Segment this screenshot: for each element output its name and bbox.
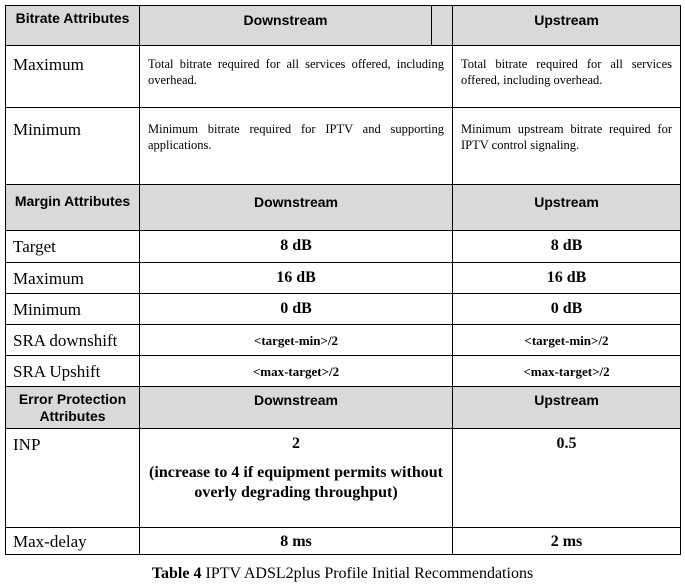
row-label: Max-delay: [6, 528, 140, 555]
error-protection-row-max-delay: [6, 528, 681, 555]
inp-downstream-cell: [140, 429, 453, 528]
error-protection-attributes-header: Error Protection Attributes: [6, 387, 140, 429]
row-label: Minimum: [6, 294, 140, 325]
margin-attributes-header: Margin Attributes: [6, 185, 140, 231]
margin-header-row: [6, 185, 681, 231]
error-protection-upstream-header: Upstream: [453, 387, 681, 429]
table-caption-number: Table 4: [151, 565, 202, 582]
margin-minimum-upstream: 0 dB: [453, 294, 681, 325]
error-protection-row-inp: [6, 429, 681, 528]
margin-sra-upshift-downstream: <max-target>/2: [140, 356, 453, 387]
margin-downstream-header: Downstream: [140, 185, 453, 231]
margin-sra-downshift-downstream: <target-min>/2: [140, 325, 453, 356]
bitrate-header-row: [6, 6, 681, 46]
table-caption-text: IPTV ADSL2plus Profile Initial Recommendations: [205, 565, 534, 582]
max-delay-downstream: 8 ms: [140, 528, 453, 555]
margin-row-target: [6, 231, 681, 263]
inp-downstream-note: (increase to 4 if equipment permits without overly degrading throughput): [149, 464, 443, 501]
bitrate-maximum-upstream: Total bitrate required for all services offered, including overhead.: [453, 46, 681, 108]
bitrate-row-minimum: [6, 108, 681, 185]
bitrate-upstream-header: Upstream: [453, 6, 681, 46]
margin-sra-upshift-upstream: <max-target>/2: [453, 356, 681, 387]
bitrate-row-maximum: [6, 46, 681, 108]
bitrate-attributes-header: Bitrate Attributes: [6, 6, 140, 46]
row-label: INP: [6, 429, 140, 528]
error-protection-header-row: [6, 387, 681, 429]
max-delay-upstream: 2 ms: [453, 528, 681, 555]
header-spacer-cell: [432, 6, 453, 46]
margin-row-sra-downshift: [6, 325, 681, 356]
margin-sra-downshift-upstream: <target-min>/2: [453, 325, 681, 356]
iptv-profile-table: [5, 5, 681, 555]
row-label: SRA Upshift: [6, 356, 140, 387]
bitrate-downstream-header: Downstream: [140, 6, 432, 46]
bitrate-minimum-downstream: Minimum bitrate required for IPTV and supporting applications.: [140, 108, 453, 185]
margin-target-downstream: 8 dB: [140, 231, 453, 263]
bitrate-maximum-downstream: Total bitrate required for all services offered, including overhead.: [140, 46, 453, 108]
margin-row-maximum: [6, 263, 681, 294]
margin-minimum-downstream: 0 dB: [140, 294, 453, 325]
margin-row-minimum: [6, 294, 681, 325]
margin-maximum-upstream: 16 dB: [453, 263, 681, 294]
table-caption: [0, 565, 685, 583]
row-label: Maximum: [6, 263, 140, 294]
row-label: Target: [6, 231, 140, 263]
row-label: Minimum: [6, 108, 140, 185]
row-label: SRA downshift: [6, 325, 140, 356]
bitrate-minimum-upstream: Minimum upstream bitrate required for IPTV control signaling.: [453, 108, 681, 185]
margin-maximum-downstream: 16 dB: [140, 263, 453, 294]
error-protection-downstream-header: Downstream: [140, 387, 453, 429]
row-label: Maximum: [6, 46, 140, 108]
margin-row-sra-upshift: [6, 356, 681, 387]
inp-downstream-value: 2: [292, 435, 300, 452]
margin-target-upstream: 8 dB: [453, 231, 681, 263]
margin-upstream-header: Upstream: [453, 185, 681, 231]
inp-upstream-value: 0.5: [453, 429, 681, 528]
